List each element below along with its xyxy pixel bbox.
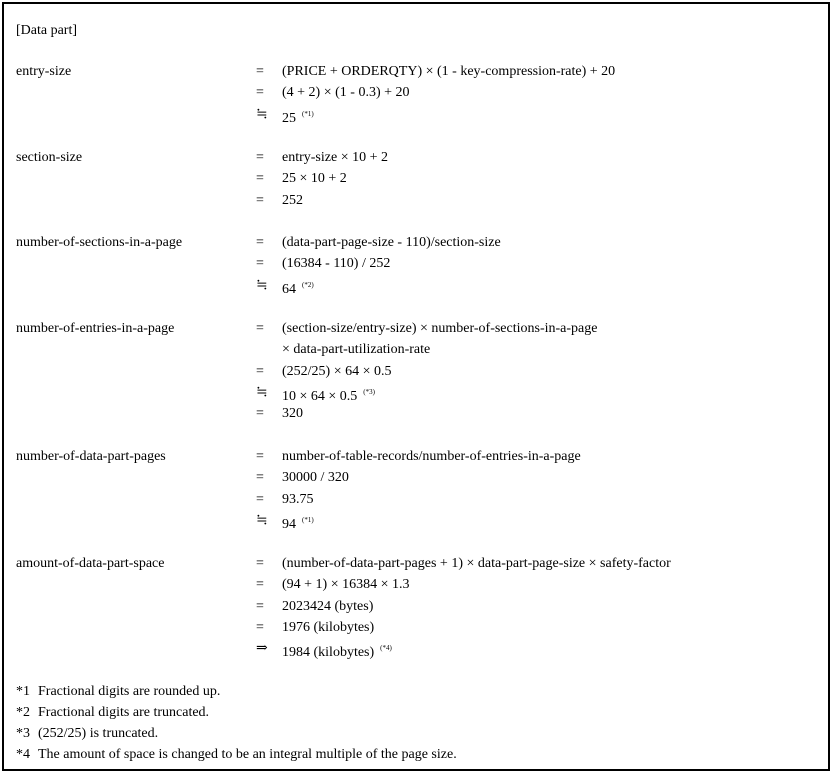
footnote-ref: (*2) — [302, 280, 314, 289]
footnote-mark: *2 — [16, 705, 30, 720]
calc-expression: 2023424 (bytes) — [282, 598, 374, 614]
heading-text: [Data part] — [16, 23, 78, 38]
calc-operator: = — [256, 406, 264, 422]
calc-operator: ⇒ — [256, 641, 268, 657]
footnote — [16, 702, 209, 723]
footnote-mark: *4 — [16, 747, 30, 762]
calc-line — [16, 489, 824, 510]
calc-expression: 94 $^{(*1)}$ — [282, 515, 314, 532]
footnote — [16, 681, 220, 702]
calc-line — [16, 168, 824, 189]
footnote-ref: (*4) — [380, 644, 392, 653]
calc-operator: = — [256, 363, 264, 379]
calc-expression: (section-size/entry-size) × number-of-sections-in-a-page — [282, 321, 598, 336]
calc-operator: = — [256, 192, 264, 208]
footnote-text: Fractional digits are truncated. — [38, 705, 210, 720]
calc-line — [16, 318, 824, 339]
calc-operator: = — [256, 235, 264, 250]
calc-expression: × data-part-utilization-rate — [282, 342, 431, 358]
calc-expression: 1984 (kilobytes) $^{(*4)}$ — [282, 644, 392, 661]
calc-label: number-of-entries-in-a-page — [16, 321, 175, 336]
calc-expression: (94 + 1) × 16384 × 1.3 — [282, 577, 410, 593]
calc-line — [16, 339, 824, 360]
footnote-ref: (*1) — [302, 515, 314, 524]
calc-line — [16, 147, 824, 168]
calc-operator: = — [256, 449, 264, 464]
footnote-text: The amount of space is changed to be an integral multiple of the page size. — [38, 747, 457, 762]
calc-operator: = — [256, 256, 264, 272]
calc-label: number-of-sections-in-a-page — [16, 235, 183, 250]
calc-expression: 30000 / 320 — [282, 470, 349, 486]
calc-operator: ≒ — [256, 106, 268, 122]
footnote-text: (252/25) is truncated. — [38, 726, 159, 741]
calc-operator: ≒ — [256, 277, 268, 293]
footnote — [16, 744, 457, 765]
calc-label: section-size — [16, 150, 83, 165]
calc-line — [16, 275, 824, 296]
calc-line — [16, 617, 824, 638]
document-frame — [2, 2, 830, 771]
calc-operator: = — [256, 598, 264, 614]
footnote-ref: (*3) — [363, 387, 375, 396]
calc-expression: (16384 - 110) / 252 — [282, 256, 391, 272]
calc-line — [16, 104, 824, 125]
calc-line — [16, 61, 824, 82]
calc-expression: entry-size × 10 + 2 — [282, 150, 388, 165]
calc-operator: = — [256, 619, 264, 635]
calc-operator: = — [256, 577, 264, 593]
calc-line — [16, 596, 824, 617]
calc-line — [16, 82, 824, 103]
calc-line — [16, 467, 824, 488]
footnote-mark: *3 — [16, 726, 30, 741]
calc-expression: 93.75 — [282, 491, 314, 507]
calc-expression: 25 $^{(*1)}$ — [282, 109, 314, 126]
calc-line — [16, 638, 824, 659]
calc-expression: (data-part-page-size - 110)/section-size — [282, 235, 501, 250]
calc-line — [16, 253, 824, 274]
calc-label: entry-size — [16, 64, 72, 79]
calc-expression: (PRICE + ORDERQTY) × (1 - key-compression-rate) + 20 — [282, 64, 616, 79]
calc-label: amount-of-data-part-space — [16, 556, 165, 571]
footnote — [16, 723, 158, 744]
calc-expression: 10 × 64 × 0.5 $^{(*3)}$ — [282, 387, 375, 404]
calc-expression: 64 $^{(*2)}$ — [282, 280, 314, 297]
calc-line — [16, 382, 824, 403]
calc-operator: ≒ — [256, 512, 268, 528]
calc-expression: number-of-table-records/number-of-entries-in-a-page — [282, 449, 581, 464]
calc-expression: 1976 (kilobytes) — [282, 619, 375, 635]
calc-line — [16, 553, 824, 574]
calc-line — [16, 232, 824, 253]
footnote-mark: *1 — [16, 684, 30, 699]
calc-operator: = — [256, 470, 264, 486]
calc-operator: = — [256, 321, 264, 336]
calc-operator: = — [256, 556, 264, 571]
calc-operator: = — [256, 491, 264, 507]
calc-expression: (252/25) × 64 × 0.5 — [282, 363, 392, 379]
calc-expression: (number-of-data-part-pages + 1) × data-part-page-size × safety-factor — [282, 556, 671, 571]
calc-line — [16, 510, 824, 531]
section-heading — [16, 20, 824, 41]
calc-line — [16, 574, 824, 595]
calc-expression: 320 — [282, 406, 303, 422]
calc-expression: 25 × 10 + 2 — [282, 171, 347, 187]
calc-operator: = — [256, 64, 264, 79]
calc-line — [16, 403, 824, 424]
calc-line — [16, 446, 824, 467]
footnote-text: Fractional digits are rounded up. — [38, 684, 221, 699]
footnote-ref: (*1) — [302, 109, 314, 118]
calc-line — [16, 361, 824, 382]
calc-line — [16, 190, 824, 211]
calc-operator: = — [256, 171, 264, 187]
calc-expression: 252 — [282, 192, 303, 208]
calc-operator: = — [256, 150, 264, 165]
calc-operator: ≒ — [256, 384, 268, 400]
calc-operator: = — [256, 85, 264, 101]
calc-label: number-of-data-part-pages — [16, 449, 166, 464]
calc-expression: (4 + 2) × (1 - 0.3) + 20 — [282, 85, 410, 101]
